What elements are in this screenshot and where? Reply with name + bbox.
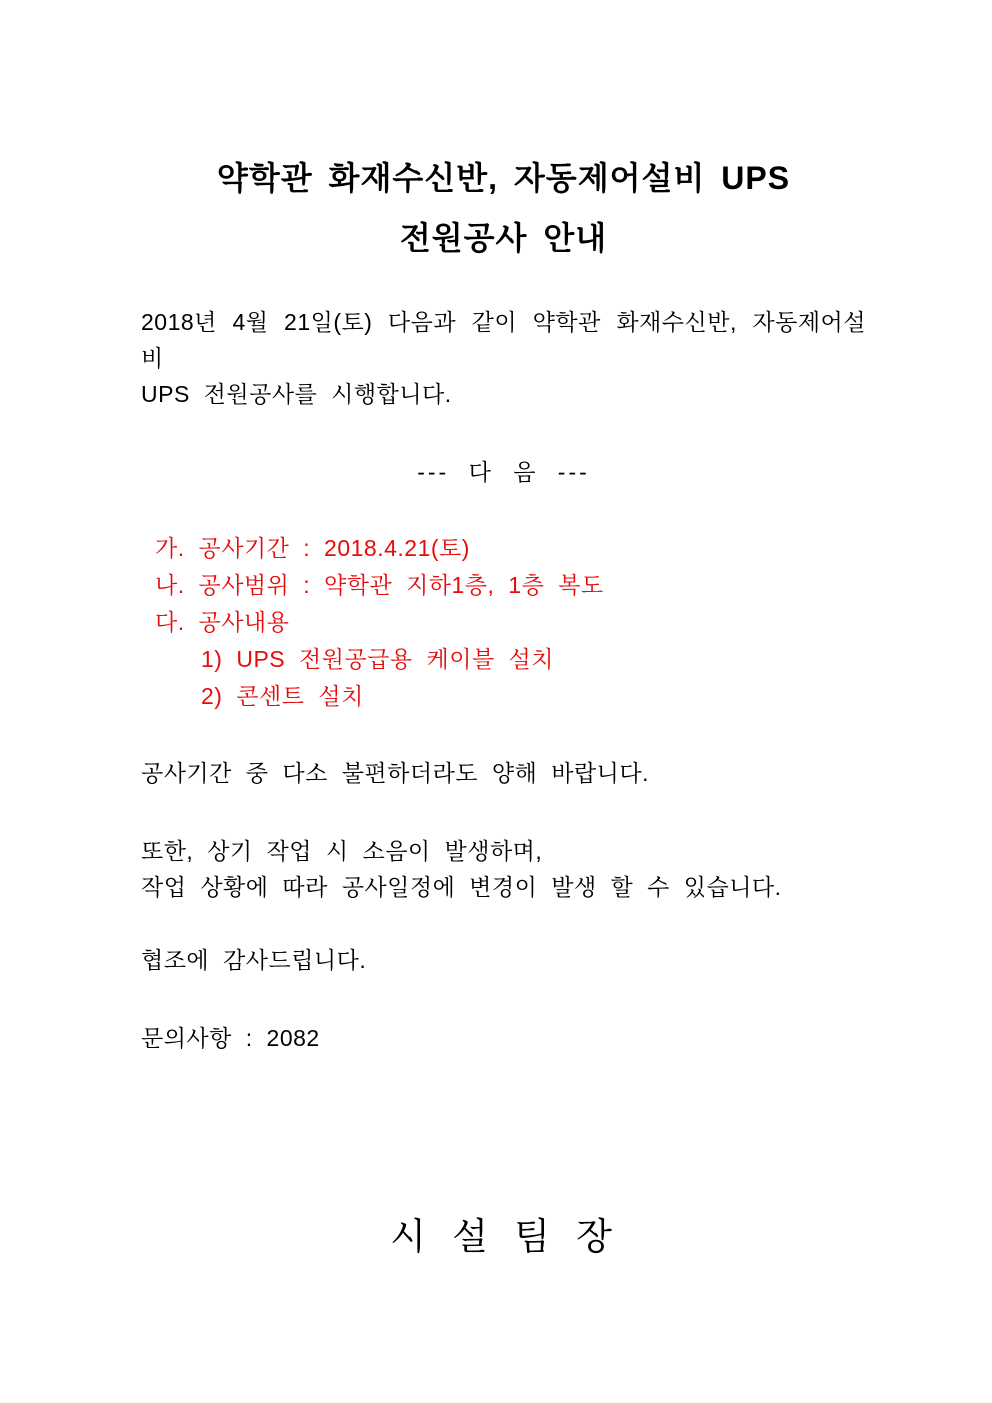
section-divider: --- 다 음 --- bbox=[417, 459, 590, 485]
document-title-line-2: 전원공사 안내 bbox=[399, 220, 608, 256]
intro-paragraph bbox=[141, 304, 866, 412]
paragraph-apology: 공사기간 중 다소 불편하더라도 양해 바랍니다. bbox=[141, 760, 649, 786]
paragraph-noise-line-1: 또한, 상기 작업 시 소음이 발생하며, bbox=[141, 838, 543, 864]
paragraph-noise bbox=[141, 833, 866, 905]
intro-line-2: UPS 전원공사를 시행합니다. bbox=[141, 381, 452, 407]
signature-facility-team-leader: 시 설 팀 장 bbox=[390, 1216, 617, 1257]
document-title-line-1: 약학관 화재수신반, 자동제어설비 UPS bbox=[216, 160, 791, 196]
intro-line-1: 2018년 4월 21일(토) 다음과 같이 약학관 화재수신반, 자동제어설비 bbox=[141, 309, 866, 371]
list-item-scope: 나. 공사범위 : 약학관 지하1층, 1층 복도 bbox=[155, 572, 604, 598]
work-detail-list bbox=[141, 530, 866, 715]
list-subitem-cable: 1) UPS 전원공급용 케이블 설치 bbox=[201, 646, 554, 672]
paragraph-thanks: 협조에 감사드립니다. bbox=[141, 947, 367, 973]
list-subitem-outlet: 2) 콘센트 설치 bbox=[201, 683, 364, 709]
paragraph-noise-line-2: 작업 상황에 따라 공사일정에 변경이 발생 할 수 있습니다. bbox=[141, 874, 782, 900]
list-item-content: 다. 공사내용 bbox=[155, 609, 290, 635]
paragraph-contact: 문의사항 : 2082 bbox=[141, 1025, 320, 1051]
list-item-period: 가. 공사기간 : 2018.4.21(토) bbox=[155, 535, 470, 561]
document-title bbox=[141, 148, 866, 268]
